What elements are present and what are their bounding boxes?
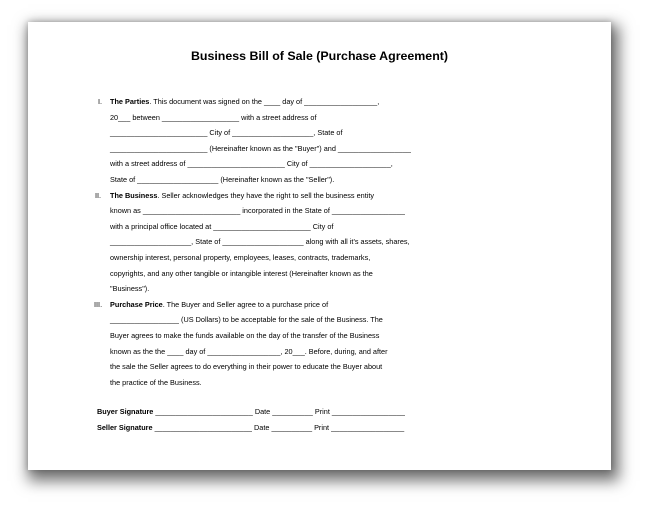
- section-text: the sale the Seller agrees to do everything in their power to educate the Buyer about: [110, 362, 383, 372]
- section-text: known as the the ____ day of __________________, 20___. Before, during, and after: [110, 346, 388, 356]
- buyer-signature-row: [97, 407, 405, 417]
- section-text: Buyer agrees to make the funds available on the day of the transfer of the Business: [110, 331, 380, 340]
- section-text: with a street address of ________________________ City of ____________________,: [110, 159, 393, 169]
- section-text: . Seller acknowledges they have the right to sell the business entity: [157, 190, 375, 200]
- section-text: 20___ between ___________________ with a street address of: [110, 112, 317, 122]
- section-text: known as ________________________ incorporated in the State of __________________: [110, 206, 405, 216]
- section-line: [110, 300, 328, 310]
- section-heading: The Business: [110, 190, 158, 200]
- document-page: [28, 22, 611, 470]
- section-text: . This document was signed on the ____ day of __________________,: [149, 97, 380, 106]
- section-text: with a principal office located at ________________________ City of: [110, 221, 334, 231]
- seller-signature-row: [97, 423, 404, 433]
- section-text: "Business").: [110, 284, 150, 294]
- seller-signature-label: Seller Signature: [97, 423, 153, 432]
- buyer-signature-fields[interactable]: ________________________ Date __________ Print __________________: [153, 407, 405, 416]
- section-line: [110, 97, 379, 107]
- section-number: III.: [94, 299, 103, 309]
- section-number: II.: [95, 190, 102, 200]
- section-number: I.: [98, 97, 103, 106]
- section-heading: Purchase Price: [110, 299, 163, 309]
- section-text: ________________________ City of ____________________, State of: [110, 128, 343, 138]
- buyer-signature-label: Buyer Signature: [97, 407, 154, 416]
- section-text: ownership interest, personal property, employees, leases, contracts, trademarks,: [110, 253, 371, 262]
- section-text: . The Buyer and Seller agree to a purchase price of: [162, 299, 329, 309]
- section-heading: The Parties: [110, 97, 150, 106]
- section-text: State of ____________________ (Hereinafter known as the "Seller").: [110, 175, 335, 184]
- section-text: _________________ (US Dollars) to be acceptable for the sale of the Business. The: [110, 315, 383, 325]
- section-text: ____________________, State of ____________________ along with all it's assets, shares,: [110, 237, 410, 247]
- section-line: [110, 191, 374, 201]
- section-text: ________________________ (Hereinafter known as the "Buyer") and __________________: [110, 143, 411, 153]
- seller-signature-fields[interactable]: ________________________ Date __________ Print __________________: [152, 423, 405, 432]
- section-text: the practice of the Business.: [110, 377, 202, 387]
- section-text: copyrights, and any other tangible or intangible interest (Hereinafter known as the: [110, 268, 373, 278]
- document-title: Business Bill of Sale (Purchase Agreement): [190, 49, 449, 63]
